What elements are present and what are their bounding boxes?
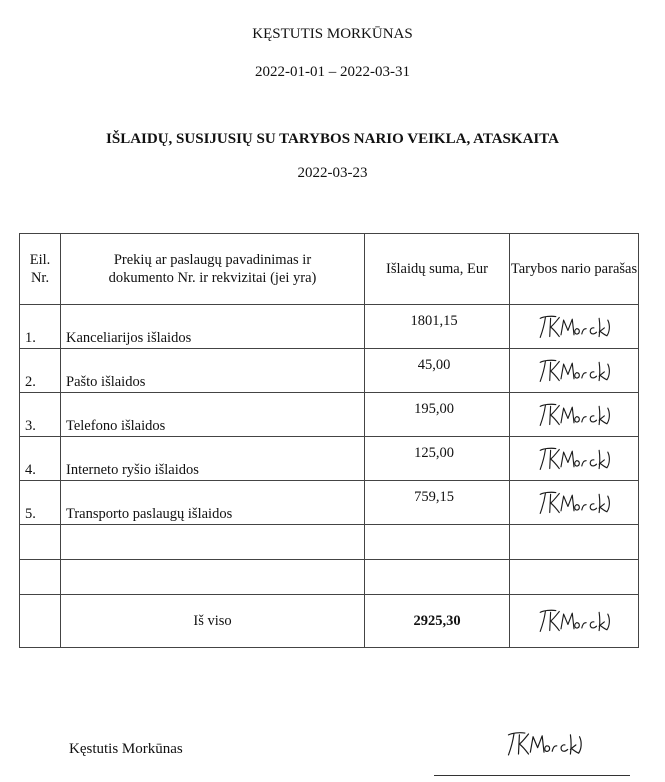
handwritten-signature: [535, 444, 613, 474]
row-signature: [510, 437, 639, 481]
author-name: KĘSTUTIS MORKŪNAS: [252, 26, 413, 42]
table-header-row: [20, 234, 639, 305]
table-row: [20, 393, 639, 437]
row-name: Interneto ryšio išlaidos: [61, 437, 365, 481]
handwritten-signature: [535, 400, 613, 430]
total-signature: [510, 595, 639, 648]
table-row: [20, 305, 639, 349]
handwritten-signature: [503, 728, 585, 760]
footer-signature: [503, 728, 585, 760]
report-period: 2022-01-01 – 2022-03-31: [255, 64, 410, 80]
expense-table: [19, 233, 639, 648]
row-signature: [510, 393, 639, 437]
total-label: Iš viso: [61, 595, 365, 648]
handwritten-signature: [535, 356, 613, 386]
column-header-amount: Išlaidų suma, Eur: [365, 234, 510, 305]
row-amount: 759,15: [365, 481, 510, 525]
empty-row: [20, 525, 639, 560]
report-date: 2022-03-23: [297, 165, 368, 181]
row-signature: [510, 305, 639, 349]
row-amount: 195,00: [365, 393, 510, 437]
empty-row: [20, 560, 639, 595]
report-title: IŠLAIDŲ, SUSIJUSIŲ SU TARYBOS NARIO VEIKLA, ATASKAITA: [106, 131, 559, 147]
row-nr: 3.: [20, 393, 61, 437]
row-signature: [510, 349, 639, 393]
total-amount: 2925,30: [365, 595, 510, 648]
row-name: Transporto paslaugų išlaidos: [61, 481, 365, 525]
footer-name: Kęstutis Morkūnas: [69, 741, 183, 757]
row-amount: 125,00: [365, 437, 510, 481]
row-nr: 4.: [20, 437, 61, 481]
row-amount: 45,00: [365, 349, 510, 393]
row-signature: [510, 481, 639, 525]
table-row: [20, 349, 639, 393]
total-row: [20, 595, 639, 648]
row-nr: 5.: [20, 481, 61, 525]
row-nr: 1.: [20, 305, 61, 349]
row-name: Telefono išlaidos: [61, 393, 365, 437]
row-name: Kanceliarijos išlaidos: [61, 305, 365, 349]
column-header-nr: Eil. Nr.: [20, 234, 61, 305]
table-row: [20, 481, 639, 525]
row-amount: 1801,15: [365, 305, 510, 349]
table-row: [20, 437, 639, 481]
signature-line: [434, 775, 630, 776]
handwritten-signature: [535, 488, 613, 518]
row-name: Pašto išlaidos: [61, 349, 365, 393]
column-header-signature: Tarybos nario parašas: [510, 234, 639, 305]
row-nr: 2.: [20, 349, 61, 393]
handwritten-signature: [535, 312, 613, 342]
column-header-name: Prekių ar paslaugų pavadinimas ir dokumento Nr. ir rekvizitai (jei yra): [61, 234, 365, 305]
handwritten-signature: [535, 606, 613, 636]
